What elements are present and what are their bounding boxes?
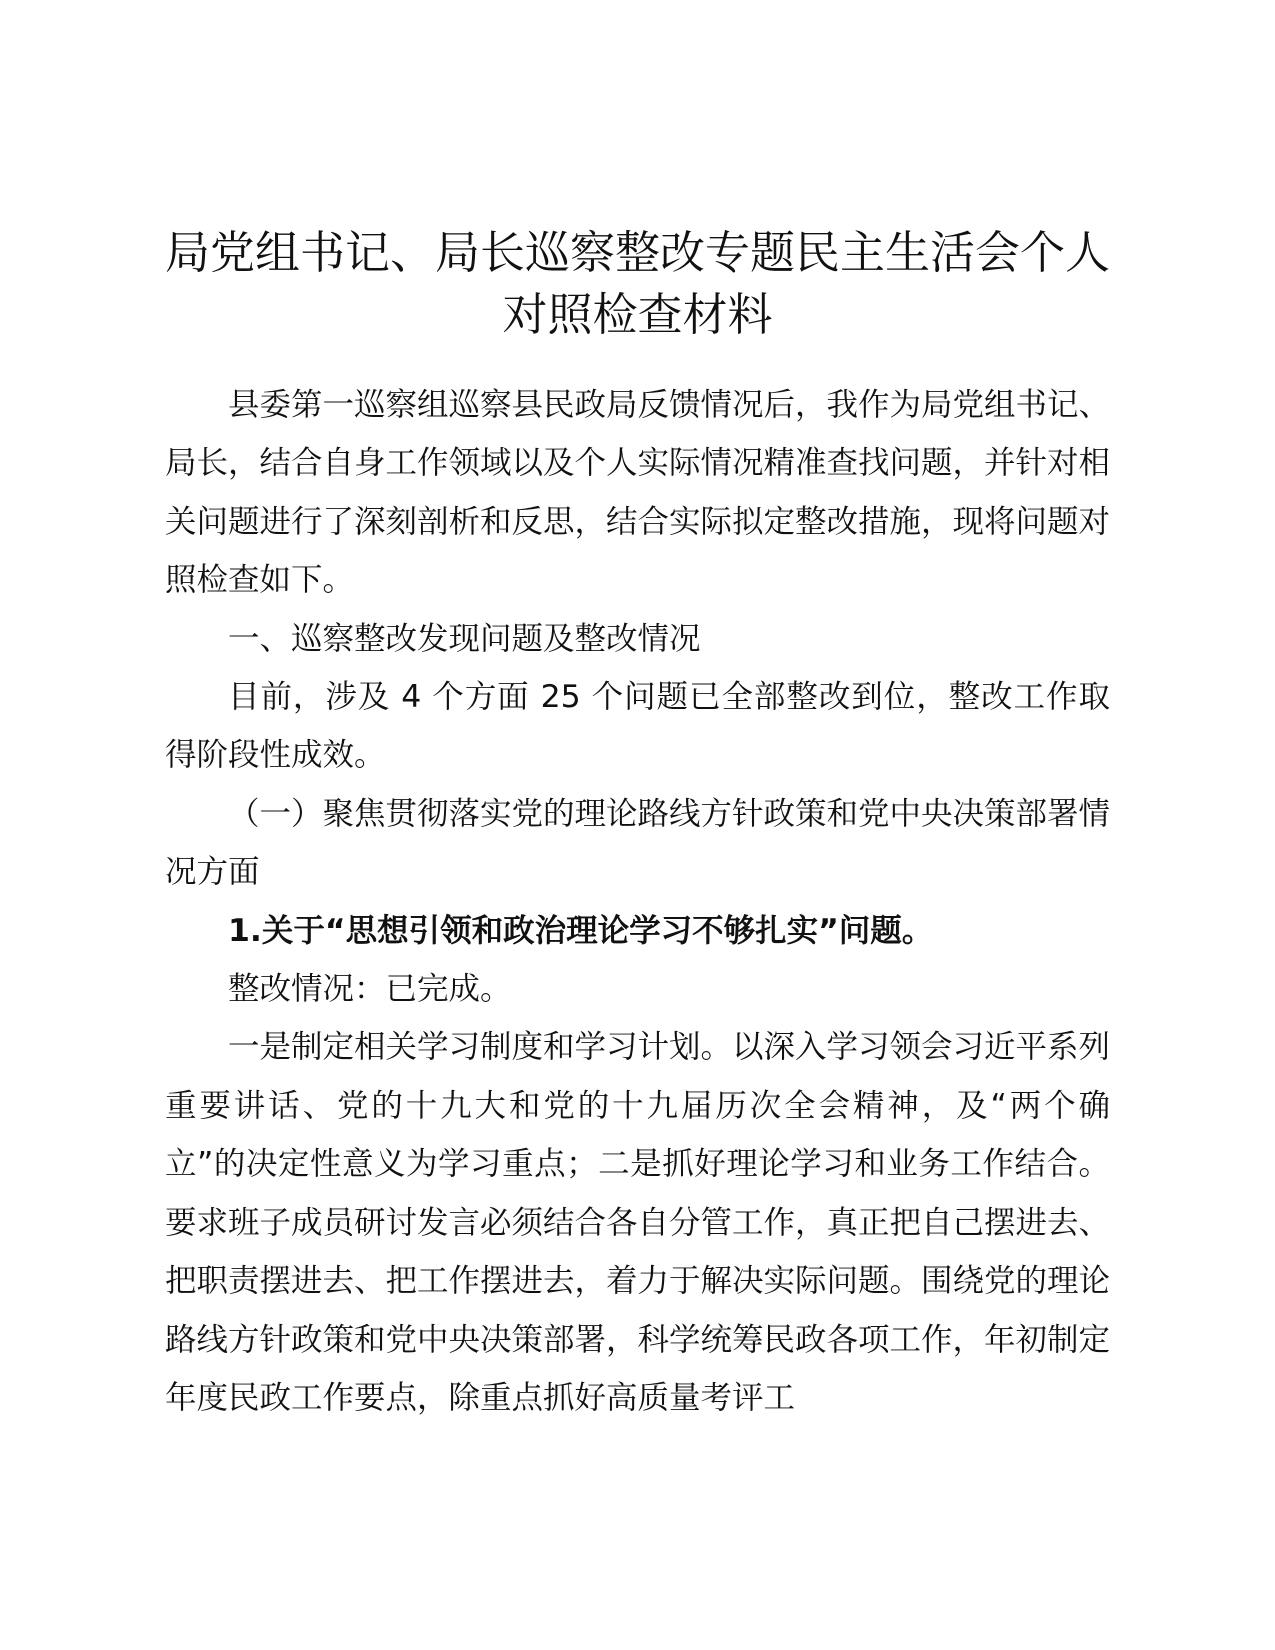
paragraph-intro: 县委第一巡察组巡察县民政局反馈情况后，我作为局党组书记、局长，结合自身工作领域以及个人实际情况精准查找问题，并针对相关问题进行了深刻剖析和反思，结合实际拟定整改措施，现将问题对照检查如下。 — [165, 387, 1111, 599]
document-title: 局党组书记、局长巡察整改专题民主生活会个人对照检查材料 — [165, 226, 1111, 341]
paragraph-measures: 一是制定相关学习制度和学习计划。以深入学习领会习近平系列重要讲话、党的十九大和党的十九届历次全会精神，及“两个确立”的决定性意义为学习重点；二是抓好理论学习和业务工作结合。要求班子成员研讨发言必须结合各自分管工作，真正把自己摆进去、把职责摆进去、把工作摆进去，着力于解决实际问题。围绕党的理论路线方针政策和党中央决策部署，科学统筹民政各项工作，年初制定年度民政工作要点，除重点抓好高质量考评工 — [165, 1029, 1111, 1416]
paragraph-status: 目前，涉及 4 个方面 25 个问题已全部整改到位，整改工作取得阶段性成效。 — [165, 679, 1110, 774]
document-body — [165, 376, 1110, 1427]
section-heading-1: 一、巡察整改发现问题及整改情况 — [228, 620, 701, 657]
subsection-heading-1: （一）聚焦贯彻落实党的理论路线方针政策和党中央决策部署情况方面 — [165, 795, 1111, 891]
issue-heading-1: 1.关于“思想引领和政治理论学习不够扎实”问题。 — [228, 912, 934, 949]
rectification-status: 整改情况：已完成。 — [228, 971, 512, 1008]
